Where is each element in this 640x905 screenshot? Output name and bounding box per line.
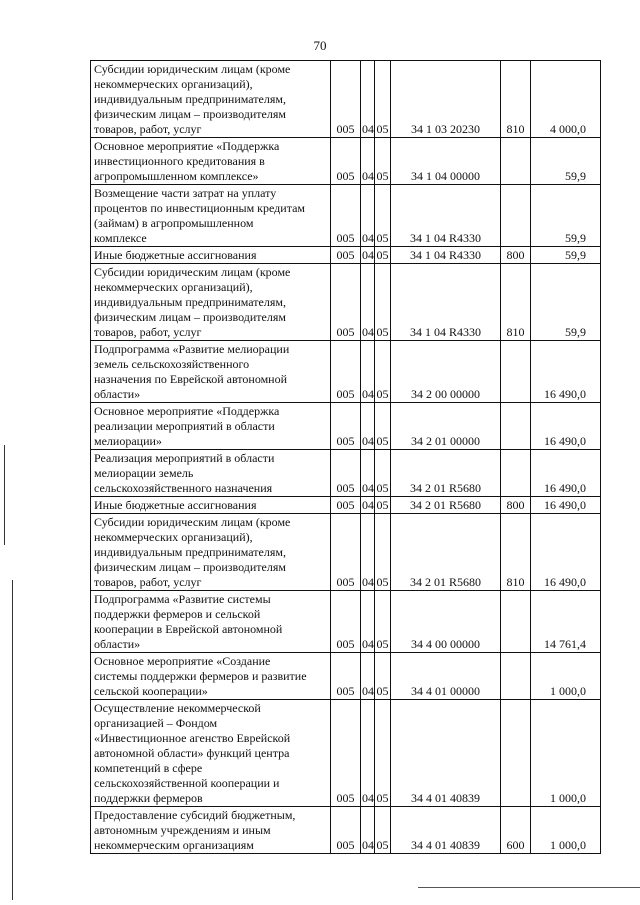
admin-code-cell: 005 bbox=[331, 450, 361, 497]
amount-cell: 1 000,0 bbox=[531, 700, 601, 807]
table-row bbox=[91, 514, 601, 591]
section-code-cell: 04 bbox=[361, 61, 375, 138]
subsection-code-cell: 05 bbox=[375, 138, 391, 185]
expense-type-cell bbox=[501, 653, 531, 700]
row-name-cell: Субсидии юридическим лицам (кроме некоммерческих организаций), индивидуальным предпринимателям, физическим лицам – производителям товаров, работ, услуг bbox=[91, 61, 331, 138]
table-row bbox=[91, 403, 601, 450]
section-code-cell: 04 bbox=[361, 700, 375, 807]
subsection-code-cell: 05 bbox=[375, 807, 391, 854]
expense-type-cell: 810 bbox=[501, 61, 531, 138]
amount-cell: 59,9 bbox=[531, 138, 601, 185]
section-code-cell: 04 bbox=[361, 403, 375, 450]
table-row bbox=[91, 185, 601, 247]
expense-type-cell: 800 bbox=[501, 247, 531, 264]
target-article-cell: 34 4 01 40839 bbox=[391, 700, 501, 807]
table-row bbox=[91, 653, 601, 700]
row-name-cell: Субсидии юридическим лицам (кроме некоммерческих организаций), индивидуальным предпринимателям, физическим лицам – производителям товаров, работ, услуг bbox=[91, 514, 331, 591]
expense-type-cell: 810 bbox=[501, 264, 531, 341]
section-code-cell: 04 bbox=[361, 807, 375, 854]
row-name-cell: Основное мероприятие «Поддержка инвестиционного кредитования в агропромышленном комплексе» bbox=[91, 138, 331, 185]
expense-type-cell: 810 bbox=[501, 514, 531, 591]
subsection-code-cell: 05 bbox=[375, 653, 391, 700]
amount-cell: 16 490,0 bbox=[531, 497, 601, 514]
expense-type-cell bbox=[501, 700, 531, 807]
admin-code-cell: 005 bbox=[331, 700, 361, 807]
expense-type-cell bbox=[501, 138, 531, 185]
row-name-cell: Иные бюджетные ассигнования bbox=[91, 247, 331, 264]
table-row bbox=[91, 247, 601, 264]
subsection-code-cell: 05 bbox=[375, 61, 391, 138]
table-row bbox=[91, 138, 601, 185]
section-code-cell: 04 bbox=[361, 450, 375, 497]
admin-code-cell: 005 bbox=[331, 61, 361, 138]
amount-cell: 14 761,4 bbox=[531, 591, 601, 653]
expense-type-cell bbox=[501, 341, 531, 403]
section-code-cell: 04 bbox=[361, 653, 375, 700]
row-name-cell: Иные бюджетные ассигнования bbox=[91, 497, 331, 514]
subsection-code-cell: 05 bbox=[375, 403, 391, 450]
target-article-cell: 34 1 04 R4330 bbox=[391, 247, 501, 264]
amount-cell: 59,9 bbox=[531, 264, 601, 341]
section-code-cell: 04 bbox=[361, 138, 375, 185]
row-name-cell: Основное мероприятие «Создание системы поддержки фермеров и развитие сельской кооперации» bbox=[91, 653, 331, 700]
admin-code-cell: 005 bbox=[331, 138, 361, 185]
amount-cell: 59,9 bbox=[531, 247, 601, 264]
expense-type-cell bbox=[501, 450, 531, 497]
expense-type-cell bbox=[501, 403, 531, 450]
target-article-cell: 34 1 04 00000 bbox=[391, 138, 501, 185]
expense-type-cell: 600 bbox=[501, 807, 531, 854]
row-name-cell: Возмещение части затрат на уплату процентов по инвестиционным кредитам (займам) в агропромышленном комплексе bbox=[91, 185, 331, 247]
subsection-code-cell: 05 bbox=[375, 591, 391, 653]
section-code-cell: 04 bbox=[361, 591, 375, 653]
table-row bbox=[91, 807, 601, 854]
scan-margin-line bbox=[12, 580, 13, 900]
amount-cell: 1 000,0 bbox=[531, 807, 601, 854]
section-code-cell: 04 bbox=[361, 341, 375, 403]
row-name-cell: Подпрограмма «Развитие системы поддержки фермеров и сельской кооперации в Еврейской автономной области» bbox=[91, 591, 331, 653]
row-name-cell: Осуществление некоммерческой организацией – Фондом «Инвестиционное агенство Еврейской автономной области» функций центра компетенций в сфере сельскохозяйственной кооперации и поддержки фермеров bbox=[91, 700, 331, 807]
budget-table-body bbox=[91, 61, 601, 854]
admin-code-cell: 005 bbox=[331, 591, 361, 653]
target-article-cell: 34 2 01 R5680 bbox=[391, 450, 501, 497]
table-row bbox=[91, 450, 601, 497]
amount-cell: 16 490,0 bbox=[531, 341, 601, 403]
subsection-code-cell: 05 bbox=[375, 341, 391, 403]
subsection-code-cell: 05 bbox=[375, 450, 391, 497]
section-code-cell: 04 bbox=[361, 264, 375, 341]
budget-table bbox=[90, 60, 601, 854]
subsection-code-cell: 05 bbox=[375, 264, 391, 341]
subsection-code-cell: 05 bbox=[376, 498, 389, 512]
amount-cell: 16 490,0 bbox=[531, 514, 601, 591]
admin-code-cell: 005 bbox=[331, 514, 361, 591]
table-row bbox=[91, 61, 601, 138]
subsection-code-cell: 05 bbox=[375, 185, 391, 247]
table-row bbox=[91, 700, 601, 807]
amount-cell: 1 000,0 bbox=[531, 653, 601, 700]
admin-code-cell: 005 bbox=[331, 403, 361, 450]
target-article-cell: 34 2 01 00000 bbox=[391, 403, 501, 450]
row-name-cell: Субсидии юридическим лицам (кроме некоммерческих организаций), индивидуальным предпринимателям, физическим лицам – производителям товаров, работ, услуг bbox=[91, 264, 331, 341]
scan-bottom-line bbox=[418, 887, 640, 888]
expense-type-cell bbox=[501, 591, 531, 653]
table-row bbox=[91, 497, 601, 514]
target-article-cell: 34 2 00 00000 bbox=[391, 341, 501, 403]
amount-cell: 59,9 bbox=[531, 185, 601, 247]
table-row bbox=[91, 591, 601, 653]
subsection-code-cell: 05 bbox=[375, 700, 391, 807]
target-article-cell: 34 1 04 R4330 bbox=[391, 185, 501, 247]
admin-code-cell: 005 bbox=[331, 341, 361, 403]
section-code-cell: 04 bbox=[362, 248, 374, 262]
amount-cell: 16 490,0 bbox=[531, 403, 601, 450]
row-name-cell: Основное мероприятие «Поддержка реализации мероприятий в области мелиорации» bbox=[91, 403, 331, 450]
admin-code-cell: 005 bbox=[331, 185, 361, 247]
table-row bbox=[91, 264, 601, 341]
target-article-cell: 34 2 01 R5680 bbox=[391, 514, 501, 591]
page-number: 70 bbox=[313, 38, 327, 53]
admin-code-cell: 005 bbox=[331, 497, 361, 514]
section-code-cell: 04 bbox=[361, 185, 375, 247]
subsection-code-cell: 05 bbox=[376, 248, 389, 262]
admin-code-cell: 005 bbox=[331, 264, 361, 341]
target-article-cell: 34 1 04 R4330 bbox=[391, 264, 501, 341]
row-name-cell: Реализация мероприятий в области мелиорации земель сельскохозяйственного назначения bbox=[91, 450, 331, 497]
target-article-cell: 34 4 01 40839 bbox=[391, 807, 501, 854]
admin-code-cell: 005 bbox=[331, 653, 361, 700]
expense-type-cell bbox=[501, 185, 531, 247]
subsection-code-cell: 05 bbox=[375, 514, 391, 591]
section-code-cell: 04 bbox=[361, 514, 375, 591]
admin-code-cell: 005 bbox=[331, 247, 361, 264]
row-name-cell: Предоставление субсидий бюджетным, автономным учреждениям и иным некоммерческим организациям bbox=[91, 807, 331, 854]
amount-cell: 4 000,0 bbox=[531, 61, 601, 138]
row-name-cell: Подпрограмма «Развитие мелиорации земель сельскохозяйственного назначения по Еврейской автономной области» bbox=[91, 341, 331, 403]
expense-type-cell: 800 bbox=[501, 497, 531, 514]
scan-margin-line bbox=[4, 445, 5, 545]
target-article-cell: 34 4 00 00000 bbox=[391, 591, 501, 653]
admin-code-cell: 005 bbox=[331, 807, 361, 854]
section-code-cell: 04 bbox=[362, 498, 374, 512]
table-row bbox=[91, 341, 601, 403]
target-article-cell: 34 4 01 00000 bbox=[391, 653, 501, 700]
amount-cell: 16 490,0 bbox=[531, 450, 601, 497]
target-article-cell: 34 2 01 R5680 bbox=[391, 497, 501, 514]
target-article-cell: 34 1 03 20230 bbox=[391, 61, 501, 138]
